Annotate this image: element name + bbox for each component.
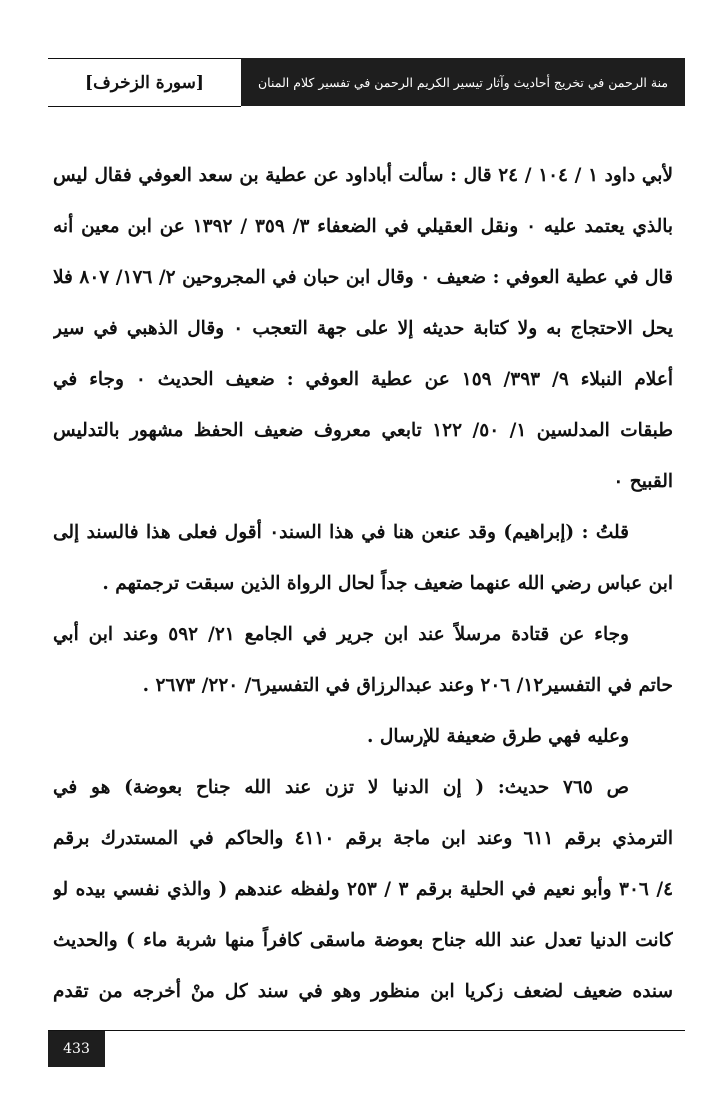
text-line: قال في عطية العوفي : ضعيف ٠ وقال ابن حبان في المجروحين ٢/ ١٧٦/ ٨٠٧ فلا: [53, 267, 673, 288]
text-line: حاتم في التفسير١٢/ ٢٠٦ وعند عبدالرزاق في التفسير٦/ ٢٢٠/ ٢٦٧٣ .: [142, 675, 673, 696]
running-header: [48, 58, 685, 106]
text-line: بالذي يعتمد عليه ٠ ونقل العقيلي في الضعفاء ٣/ ٣٥٩ / ١٣٩٢ عن ابن معين أنه: [53, 216, 673, 237]
page-body: [53, 150, 673, 1017]
text-line: كانت الدنيا تعدل عند الله جناح بعوضة ماسقى كافراً منها شربة ماء ) والحديث: [53, 930, 673, 951]
text-line: أعلام النبلاء ٩/ ٣٩٣/ ١٥٩ عن عطية العوفي : ضعيف الحديث ٠ وجاء في: [53, 369, 673, 390]
text-line: قلتُ : (إبراهيم) وقد عنعن هنا في هذا السند٠ أقول فعلى هذا فالسند إلى: [53, 522, 629, 543]
text-line: وعليه فهي طرق ضعيفة للإرسال .: [367, 726, 629, 747]
surah-label: [سورة الزخرف]: [48, 58, 241, 107]
text-line: ابن عباس رضي الله عنهما ضعيف جداً لحال الرواة الذين سبقت ترجمتهم .: [102, 573, 673, 594]
footer-divider: [48, 1030, 685, 1031]
text-line: وجاء عن قتادة مرسلاً عند ابن جرير في الجامع ٢١/ ٥٩٢ وعند ابن أبي: [53, 624, 629, 645]
text-line: ٤/ ٣٠٦ وأبو نعيم في الحلية برقم ٣ / ٢٥٣ ولفظه عندهم ( والذي نفسي بيده لو: [53, 879, 673, 900]
book-title-banner: منة الرحمن في تخريج أحاديث وآثار تيسير الكريم الرحمن في تفسير كلام المنان: [241, 58, 685, 106]
page-number: 433: [48, 1031, 105, 1067]
text-line: القبيح ٠: [613, 471, 673, 492]
text-line: طبقات المدلسين ١/ ٥٠/ ١٢٢ تابعي معروف ضعيف الحفظ مشهور بالتدليس: [53, 420, 673, 441]
text-line: سنده ضعيف لضعف زكريا ابن منظور وهو في سند كل منْ أخرجه من تقدم: [53, 981, 673, 1002]
text-line: لأبي داود ١ / ١٠٤ / ٢٤ قال : سألت أباداود عن عطية بن سعد العوفي فقال ليس: [53, 165, 673, 186]
text-line: الترمذي برقم ٦١١ وعند ابن ماجة برقم ٤١١٠ والحاكم في المستدرك برقم: [53, 828, 673, 849]
text-line: ص ٧٦٥ حديث: ( إن الدنيا لا تزن عند الله جناح بعوضة) هو في: [53, 777, 629, 798]
text-line: يحل الاحتجاج به ولا كتابة حديثه إلا على جهة التعجب ٠ وقال الذهبي في سير: [53, 318, 673, 339]
